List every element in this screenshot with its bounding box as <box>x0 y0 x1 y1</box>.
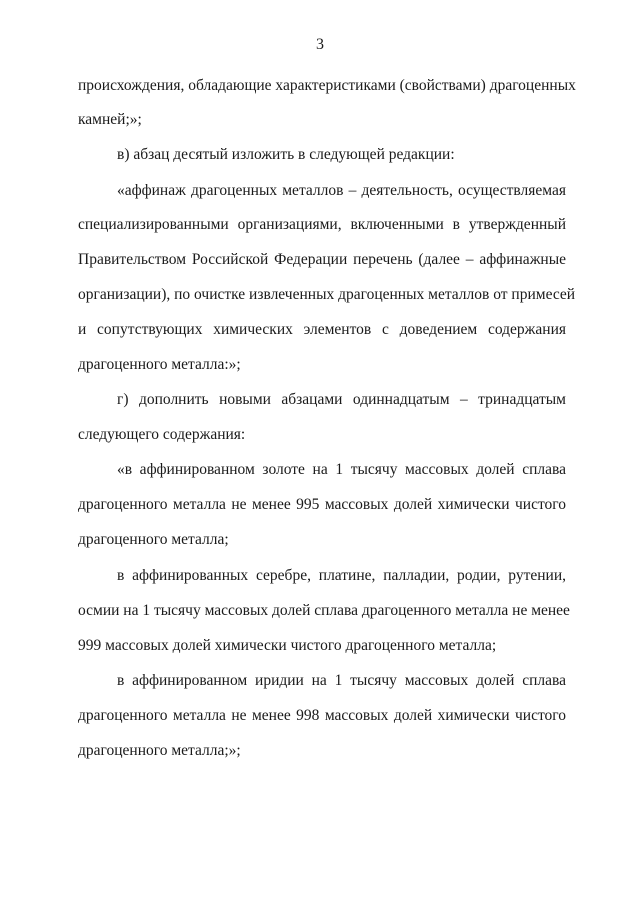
text-line: камней;»; <box>78 111 142 128</box>
page-number: 3 <box>316 36 324 53</box>
text-line: и сопутствующих химических элементов с доведением содержания <box>78 321 566 338</box>
text-line: г) дополнить новыми абзацами одиннадцатым – тринадцатым <box>117 391 566 408</box>
text-line: Правительством Российской Федерации перечень (далее – аффинажные <box>78 251 566 268</box>
text-line: «аффинаж драгоценных металлов – деятельность, осуществляемая <box>117 182 566 199</box>
text-line: «в аффинированном золоте на 1 тысячу массовых долей сплава <box>117 461 566 478</box>
text-line: в аффинированных серебре, платине, палладии, родии, рутении, <box>117 567 566 584</box>
text-line: драгоценного металла не менее 995 массовых долей химически чистого <box>78 496 566 513</box>
text-line: происхождения, обладающие характеристиками (свойствами) драгоценных <box>78 77 576 94</box>
text-line: следующего содержания: <box>78 426 246 443</box>
text-line: в) абзац десятый изложить в следующей редакции: <box>117 146 455 163</box>
text-line: организации), по очистке извлеченных драгоценных металлов от примесей <box>78 286 576 303</box>
text-line: драгоценного металла не менее 998 массовых долей химически чистого <box>78 707 566 724</box>
text-line: в аффинированном иридии на 1 тысячу массовых долей сплава <box>117 672 566 689</box>
text-line: 999 массовых долей химически чистого драгоценного металла; <box>78 637 497 654</box>
text-line: осмии на 1 тысячу массовых долей сплава драгоценного металла не менее <box>78 602 570 619</box>
text-line: драгоценного металла; <box>78 531 229 548</box>
text-line: специализированными организациями, включенными в утвержденный <box>78 216 566 233</box>
text-line: драгоценного металла;»; <box>78 742 241 759</box>
text-line: драгоценного металла:»; <box>78 356 241 373</box>
